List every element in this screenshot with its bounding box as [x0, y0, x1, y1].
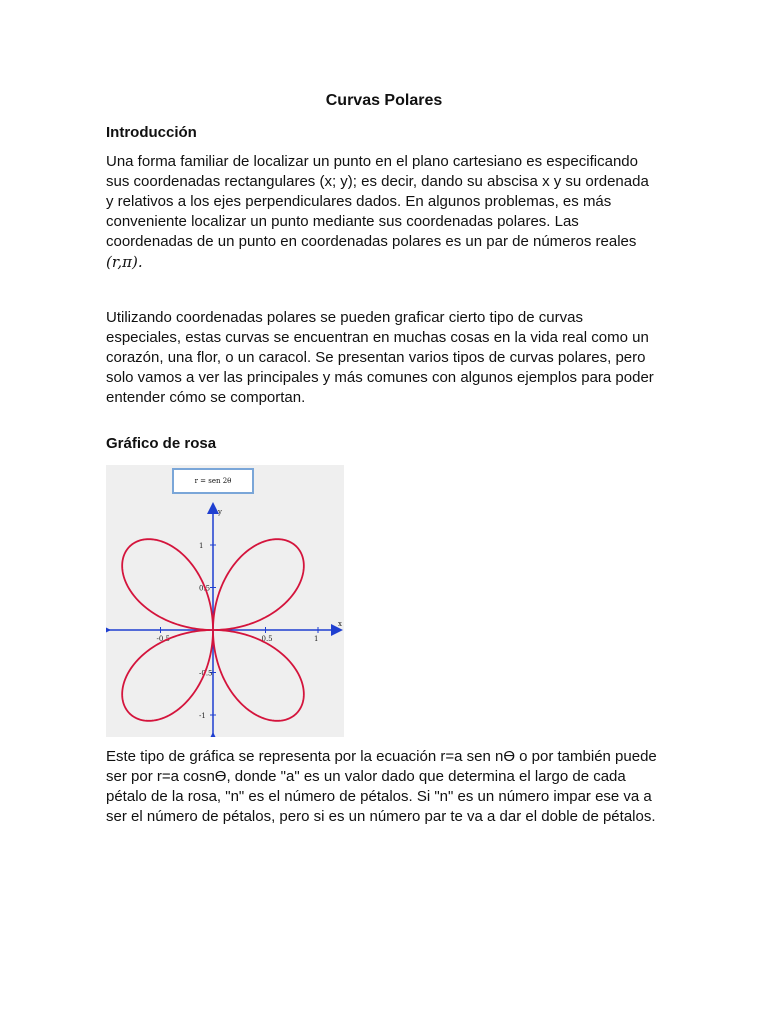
rose-paragraph	[106, 747, 666, 827]
y-tick-label: -0.5	[199, 669, 213, 678]
curves-line: corazón, una flor, o un caracol. Se presentan varios tipos de curvas polares, pero	[106, 349, 646, 366]
curves-paragraph	[106, 308, 666, 408]
intro-line: sus coordenadas rectangulares (x; y); es decir, dando su abscisa x y su ordenada	[106, 173, 649, 190]
intro-line: coordenadas de un punto en coordenadas polares es un par de números reales	[106, 233, 637, 250]
curves-line: Utilizando coordenadas polares se pueden graficar cierto tipo de curvas	[106, 309, 583, 326]
rose-heading: Gráfico de rosa	[106, 435, 217, 452]
y-tick-label: 0.5	[199, 584, 211, 593]
intro-heading: Introducción	[106, 124, 197, 141]
y-tick-label: -1	[199, 712, 206, 720]
curves-line: entender cómo se comportan.	[106, 389, 306, 406]
intro-line: Una forma familiar de localizar un punto en el plano cartesiano es especificando	[106, 153, 638, 170]
curves-line: especiales, estas curvas se encuentran en muchas cosas en la vida real como un	[106, 329, 649, 346]
rose-chart	[106, 465, 344, 737]
rose-line: ser por r=a cosnϴ, donde "a" es un valor dado que determina el largo de cada	[106, 768, 626, 785]
curves-line: solo vamos a ver las principales y más comunes con algunos ejemplos para poder	[106, 369, 654, 386]
intro-line: y relativos a los ejes perpendiculares dados. En algunos problemas, es más	[106, 193, 612, 210]
intro-line: conveniente localizar un punto mediante sus coordenadas polares. Las	[106, 213, 579, 230]
y-tick-label: 1	[199, 542, 204, 550]
intro-paragraph	[106, 152, 666, 272]
x-tick-label: 0.5	[261, 635, 273, 643]
x-tick-label: -0.5	[156, 635, 170, 643]
rose-line: pétalo de la rosa, "n" es el número de pétalos. Si "n" es un número impar ese va a	[106, 788, 652, 805]
rose-line: ser el número de pétalos, pero si es un número par te va a dar el doble de pétalos.	[106, 808, 656, 825]
x-axis-label: x	[338, 620, 342, 628]
y-axis-label: y	[218, 508, 222, 516]
rose-line: Este tipo de gráfica se representa por la ecuación r=a sen nϴ o por también puede	[106, 748, 657, 765]
intro-math: (r,π).	[106, 253, 143, 271]
rose-figure	[106, 465, 344, 737]
equation-label: r = sen 2θ	[172, 468, 254, 494]
x-tick-label: 1	[314, 635, 319, 643]
page-title: Curvas Polares	[325, 92, 443, 109]
